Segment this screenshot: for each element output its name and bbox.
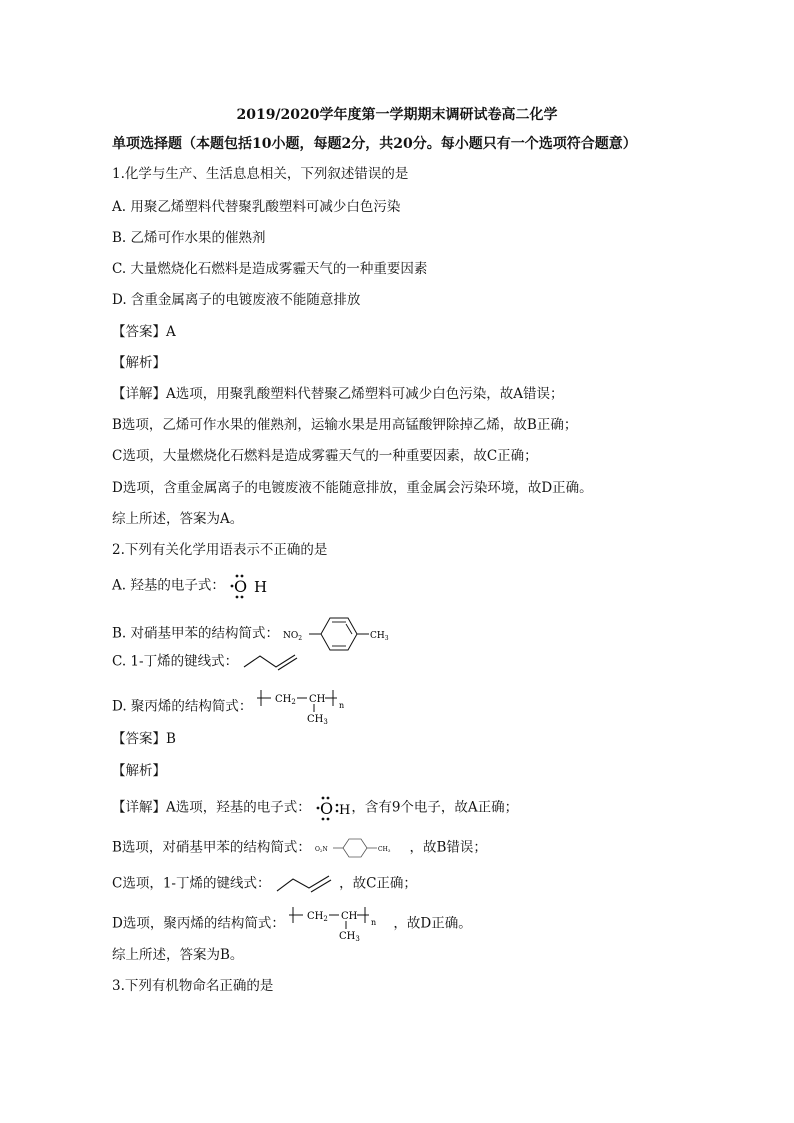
q2-detail-b-post: ，故B错误； <box>409 839 487 856</box>
q2-option-c-text: C. 1-丁烯的键线式： <box>112 653 239 670</box>
question-1-stem: 1.化学与生产、生活息息相关，下列叙述错误的是 <box>112 166 409 182</box>
q2-detail-c-pre: C选项，1-丁烯的键线式： <box>112 875 271 892</box>
1-butene-skeletal-formula-detail <box>275 874 335 894</box>
o2n-n: N <box>322 846 328 853</box>
pp-n-subscript: n <box>338 701 344 710</box>
hydroxyl-electron-formula-detail <box>315 795 351 821</box>
p-nitrotoluene-structure <box>283 615 398 653</box>
section-header: 单项选择题（本题包括10小题，每题2分，共20分。每小题只有一个选项符合题意） <box>112 136 637 152</box>
q1-analysis-label: 【解析】 <box>112 355 166 371</box>
svg-text:NO2 <box>283 631 302 642</box>
document-title: 2019/2020学年度第一学期期末调研试卷高二化学 <box>236 107 558 123</box>
q1-option-d: D. 含重金属离子的电镀废液不能随意排放 <box>112 292 361 308</box>
pp-ch-label: CH <box>308 694 326 705</box>
q2-detail-a <box>112 795 518 821</box>
detail-pp-ch-label: CH <box>341 911 358 922</box>
q2-option-d <box>112 688 357 726</box>
svg-text:CH3 <box>307 714 328 726</box>
detail-pp-n-subscript: n <box>371 918 377 927</box>
polypropylene-structure <box>257 688 357 726</box>
pp-ch3-sub: 3 <box>323 718 328 726</box>
q1-answer: 【答案】A <box>112 324 176 340</box>
q1-option-b: B. 乙烯可作水果的催熟剂 <box>112 230 266 246</box>
svg-text:CH3 <box>378 846 391 853</box>
svg-text:CH2 <box>275 694 296 706</box>
detail-pp-ch2-label: CH <box>307 911 324 922</box>
q2-detail-a-post: ，含有9个电子，故A正确； <box>351 799 519 816</box>
svg-text:CH3 <box>370 631 389 642</box>
ch3-label: CH <box>370 631 386 641</box>
p-nitrotoluene-structure-small <box>315 837 405 859</box>
question-2-stem: 2.下列有关化学用语表示不正确的是 <box>112 542 328 558</box>
oh-o-symbol: O <box>234 577 248 596</box>
pp-ch3-label: CH <box>306 714 324 725</box>
no2-sub: 2 <box>298 635 303 642</box>
q2-detail-b <box>112 837 487 859</box>
detail-oh-h-symbol: H <box>339 803 351 818</box>
q2-option-a <box>112 573 269 599</box>
polypropylene-structure-detail <box>289 905 389 943</box>
q1-detail-c: C选项，大量燃烧化石燃料是造成雾霾天气的一种重要因素，故C正确； <box>112 448 538 464</box>
q2-analysis-label: 【解析】 <box>112 763 166 779</box>
q2-detail-d-post: ，故D正确。 <box>393 915 472 932</box>
o2n-label: O <box>315 846 321 853</box>
detail-oh-o-symbol: O <box>320 799 334 818</box>
oh-h-symbol: H <box>254 578 268 596</box>
pp-ch2-label: CH <box>274 694 292 705</box>
pp-ch2-sub: 2 <box>291 698 296 706</box>
q2-detail-c <box>112 874 417 894</box>
q2-detail-d-pre: D选项，聚丙烯的结构简式： <box>112 915 285 932</box>
q2-detail-d <box>112 905 472 943</box>
small-ch3-sub: 3 <box>388 848 391 853</box>
q2-detail-a-pre: 【详解】A选项，羟基的电子式： <box>112 799 311 816</box>
detail-pp-ch2-sub: 2 <box>323 915 328 923</box>
q1-summary: 综上所述，答案为A。 <box>112 511 244 527</box>
q1-option-a: A. 用聚乙烯塑料代替聚乳酸塑料可减少白色污染 <box>112 199 401 215</box>
ch3-sub: 3 <box>385 635 389 642</box>
q2-option-b <box>112 615 398 653</box>
svg-text:CH2 <box>307 911 328 923</box>
q2-option-b-text: B. 对硝基甲苯的结构简式： <box>112 625 280 642</box>
q1-detail-b: B选项，乙烯可作水果的催熟剂，运输水果是用高锰酸钾除掉乙烯，故B正确； <box>112 417 578 433</box>
q2-answer: 【答案】B <box>112 731 176 747</box>
q1-option-c: C. 大量燃烧化石燃料是造成雾霾天气的一种重要因素 <box>112 261 428 277</box>
q1-detail-d: D选项，含重金属离子的电镀废液不能随意排放，重金属会污染环境，故D正确。 <box>112 480 593 496</box>
svg-text:CH3 <box>339 931 360 943</box>
hydroxyl-electron-formula <box>229 573 269 599</box>
q2-option-a-text: A. 羟基的电子式： <box>112 577 225 594</box>
q2-detail-c-post: ，故C正确； <box>339 875 417 892</box>
detail-pp-ch3-label: CH <box>339 931 356 942</box>
q1-detail-a: 【详解】A选项，用聚乳酸塑料代替聚乙烯塑料可减少白色污染，故A错误； <box>112 386 564 402</box>
q2-summary: 综上所述，答案为B。 <box>112 947 244 963</box>
q2-option-d-text: D. 聚丙烯的结构简式： <box>112 698 253 715</box>
question-3-stem: 3.下列有机物命名正确的是 <box>112 978 274 994</box>
o2n-sub: 2 <box>320 848 323 853</box>
1-butene-skeletal-formula <box>242 652 302 672</box>
no2-label: NO <box>283 631 299 641</box>
svg-text:O2N <box>315 846 328 853</box>
q2-detail-b-pre: B选项，对硝基甲苯的结构简式： <box>112 839 311 856</box>
q2-option-c <box>112 652 302 672</box>
detail-pp-ch3-sub: 3 <box>355 935 360 943</box>
small-ch3-label: CH <box>378 846 389 853</box>
